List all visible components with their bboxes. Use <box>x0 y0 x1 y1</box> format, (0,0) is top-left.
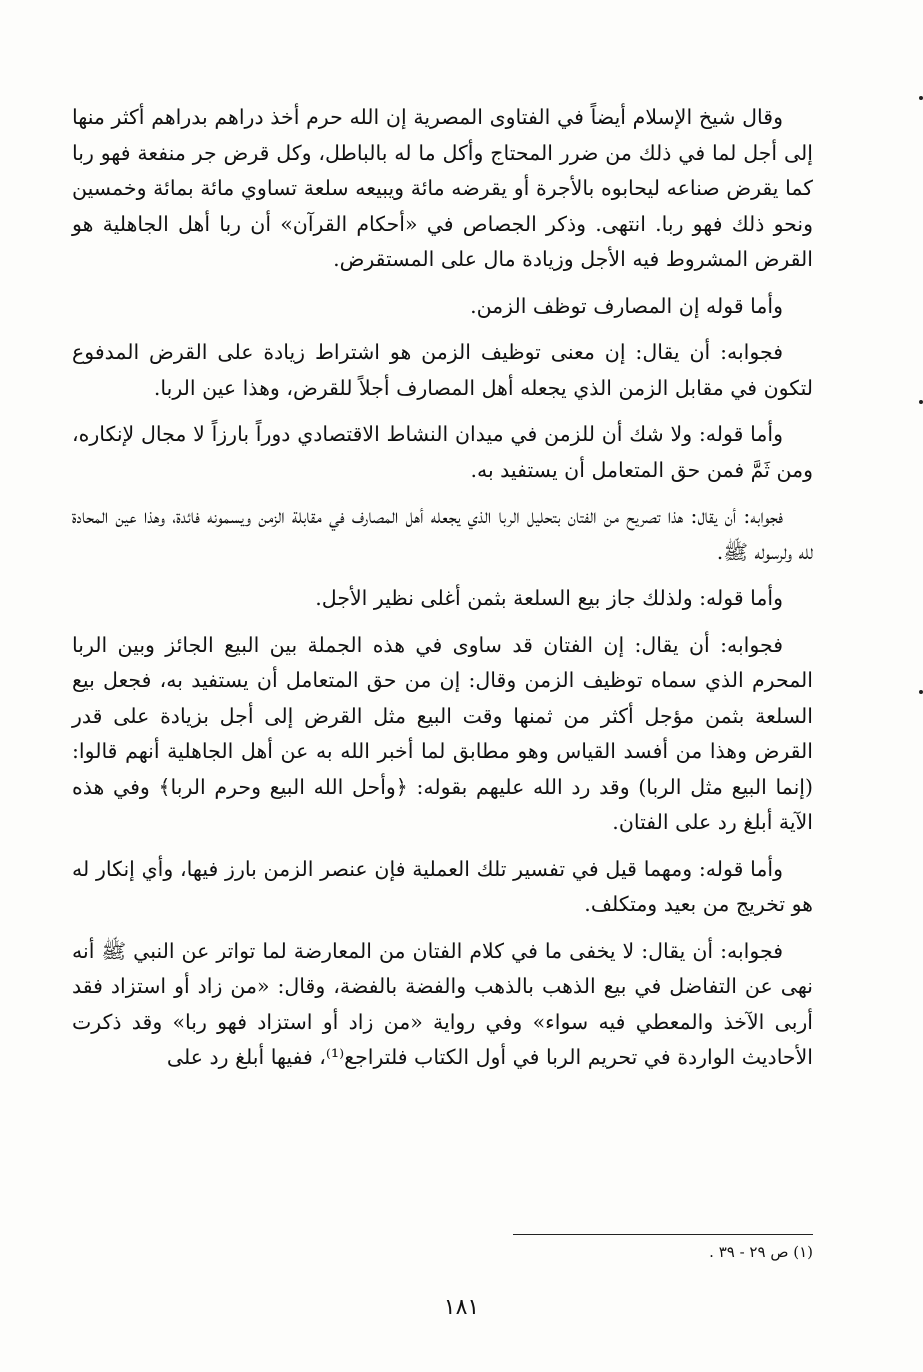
footnote: (١) ص ٢٩ - ٣٩ . <box>709 1243 813 1261</box>
paragraph-2: وأما قوله إن المصارف توظف الزمن. <box>470 293 783 318</box>
paragraph-7: فجوابه: أن يقال: إن الفتان قد ساوى في هذه الجملة بين البيع الجائز وبين الربا المحرم الذي سماه توظيف الزمن وقال: إن من حق المتعامل أن يستفيد به، فجعل بيع السلعة بثمن مؤجل أكثر من ثمنها وقت البيع مثل القرض إلى أجل بزيادة على قدر القرض وهذا من أفسد القياس وهو مطابق لما أخبر الله به عن أهل الجاهلية أنهم قالوا: (إنما البيع مثل الربا) وقد رد الله عليهم بقوله: ﴿وأحل الله البيع وحرم الربا﴾ وفي هذه الآية أبلغ رد على الفتان. <box>72 632 813 834</box>
paragraph-6: وأما قوله: ولذلك جاز بيع السلعة بثمن أغلى نظير الأجل. <box>315 586 783 610</box>
margin-dot <box>919 400 923 404</box>
main-text <box>72 100 813 1087</box>
margin-dot <box>919 96 923 100</box>
paragraph-5: فجوابه: أن يقال: هذا تصريح من الفتان بتحليل الربا الذي يجعله أهل المصارف في مقابلة الزمن ويسمونه فائدة، وهذا عين المحادة لله ولرسوله ﷺ. <box>72 504 813 564</box>
paragraph-4: وأما قوله: ولا شك أن للزمن في ميدان النشاط الاقتصادي دوراً بارزاً لا مجال لإنكاره، ومن ثَمَّ فمن حق المتعامل أن يستفيد به. <box>72 422 813 482</box>
page-number: ١٨١ <box>443 1295 480 1320</box>
paragraph-3: فجوابه: أن يقال: إن معنى توظيف الزمن هو اشتراط زيادة على القرض المدفوع لتكون في مقابل الزمن الذي يجعله أهل المصارف أجلاً للقرض، وهذا عين الربا. <box>72 340 813 400</box>
margin-dot <box>919 690 923 694</box>
paragraph-9: فجوابه: أن يقال: لا يخفى ما في كلام الفتان من المعارضة لما تواتر عن النبي ﷺ أنه نهى عن التفاضل في بيع الذهب بالذهب والفضة بالفضة، وقال: «من زاد أو استزاد فقد أربى الآخذ والمعطي فيه سواء» وفي رواية «من زاد أو استزاد فهو ربا» وقد ذكرت الأحاديث الواردة في تحريم الربا في أول الكتاب فلتراجع⁽¹⁾، ففيها أبلغ رد على <box>72 938 813 1069</box>
footnote-divider <box>513 1234 813 1235</box>
paragraph-8: وأما قوله: ومهما قيل في تفسير تلك العملية فإن عنصر الزمن بارز فيها، وأي إنكار له هو تخريج من بعيد ومتكلف. <box>72 856 813 916</box>
paragraph-1: وقال شيخ الإسلام أيضاً في الفتاوى المصرية إن الله حرم أخذ دراهم بدراهم أكثر منها إلى أجل لما في ذلك من ضرر المحتاج وأكل ما له بالباطل، وكل قرض جر منفعة فهو ربا كما يقرض صناعه ليحابوه بالأجرة أو يقرضه مائة ويبيعه سلعة تساوي مائة بمائة وخمسين ونحو ذلك فهو ربا. انتهى. وذكر الجصاص في «أحكام القرآن» أن ربا أهل الجاهلية هو القرض المشروط فيه الأجل وزيادة مال على المستقرض. <box>72 105 813 271</box>
